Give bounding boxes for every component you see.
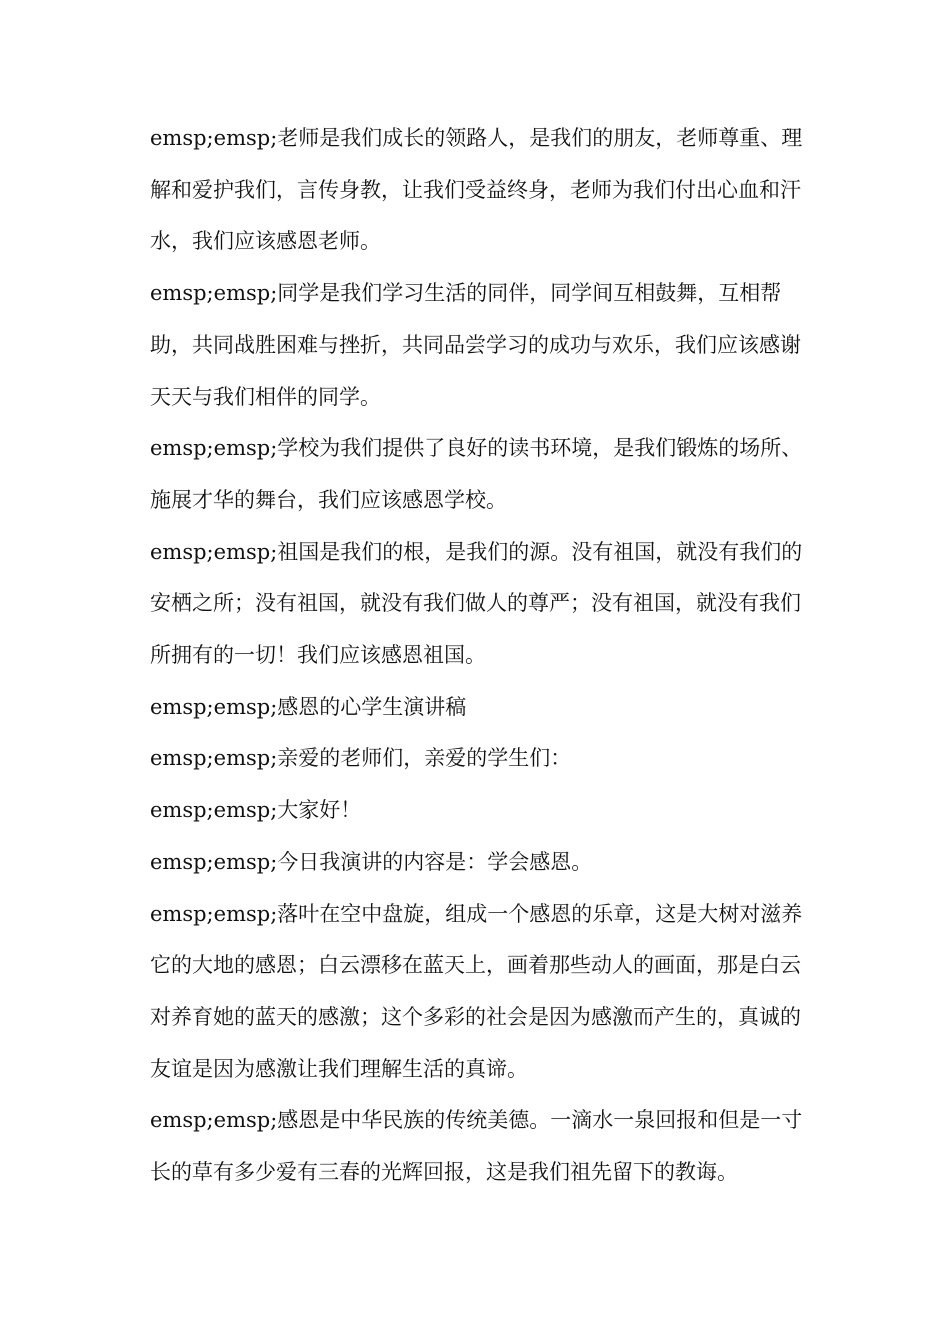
speech-title: emsp;emsp;感恩的心学生演讲稿 (150, 694, 467, 719)
paragraph-traditional-virtue: emsp;emsp;感恩是中华民族的传统美德。一滴水一泉回报和但是一寸长的草有多少爱有三春的光辉回报，这是我们祖先留下的教诲。 (150, 1108, 803, 1185)
speech-salutation: emsp;emsp;亲爱的老师们，亲爱的学生们： (150, 746, 572, 771)
paragraph-thank-classmates: emsp;emsp;同学是我们学习生活的同伴，同学间互相鼓舞，互相帮助，共同战胜困难与挫折，共同品尝学习的成功与欢乐，我们应该感谢天天与我们相伴的同学。 (150, 281, 801, 409)
paragraph-thank-teachers: emsp;emsp;老师是我们成长的领路人，是我们的朋友，老师尊重、理解和爱护我们，言传身教，让我们受益终身，老师为我们付出心血和汗水，我们应该感恩老师。 (150, 126, 803, 254)
paragraph-thank-school: emsp;emsp;学校为我们提供了良好的读书环境，是我们锻炼的场所、施展才华的舞台，我们应该感恩学校。 (150, 436, 803, 512)
paragraph-thank-motherland: emsp;emsp;祖国是我们的根，是我们的源。没有祖国，就没有我们的安栖之所；没有祖国，就没有我们做人的尊严；没有祖国，就没有我们所拥有的一切！我们应该感恩祖国。 (150, 539, 803, 668)
document-body (150, 113, 805, 1199)
speech-topic: emsp;emsp;今日我演讲的内容是：学会感恩。 (150, 849, 593, 874)
paragraph-falling-leaves: emsp;emsp;落叶在空中盘旋，组成一个感恩的乐章，这是大树对滋养它的大地的感恩；白云漂移在蓝天上，画着那些动人的画面，那是白云对养育她的蓝天的感激；这个多彩的社会是因为感激而产生的，真诚的友谊是因为感激让我们理解生活的真谛。 (150, 901, 803, 1081)
speech-greeting: emsp;emsp;大家好！ (150, 798, 362, 823)
